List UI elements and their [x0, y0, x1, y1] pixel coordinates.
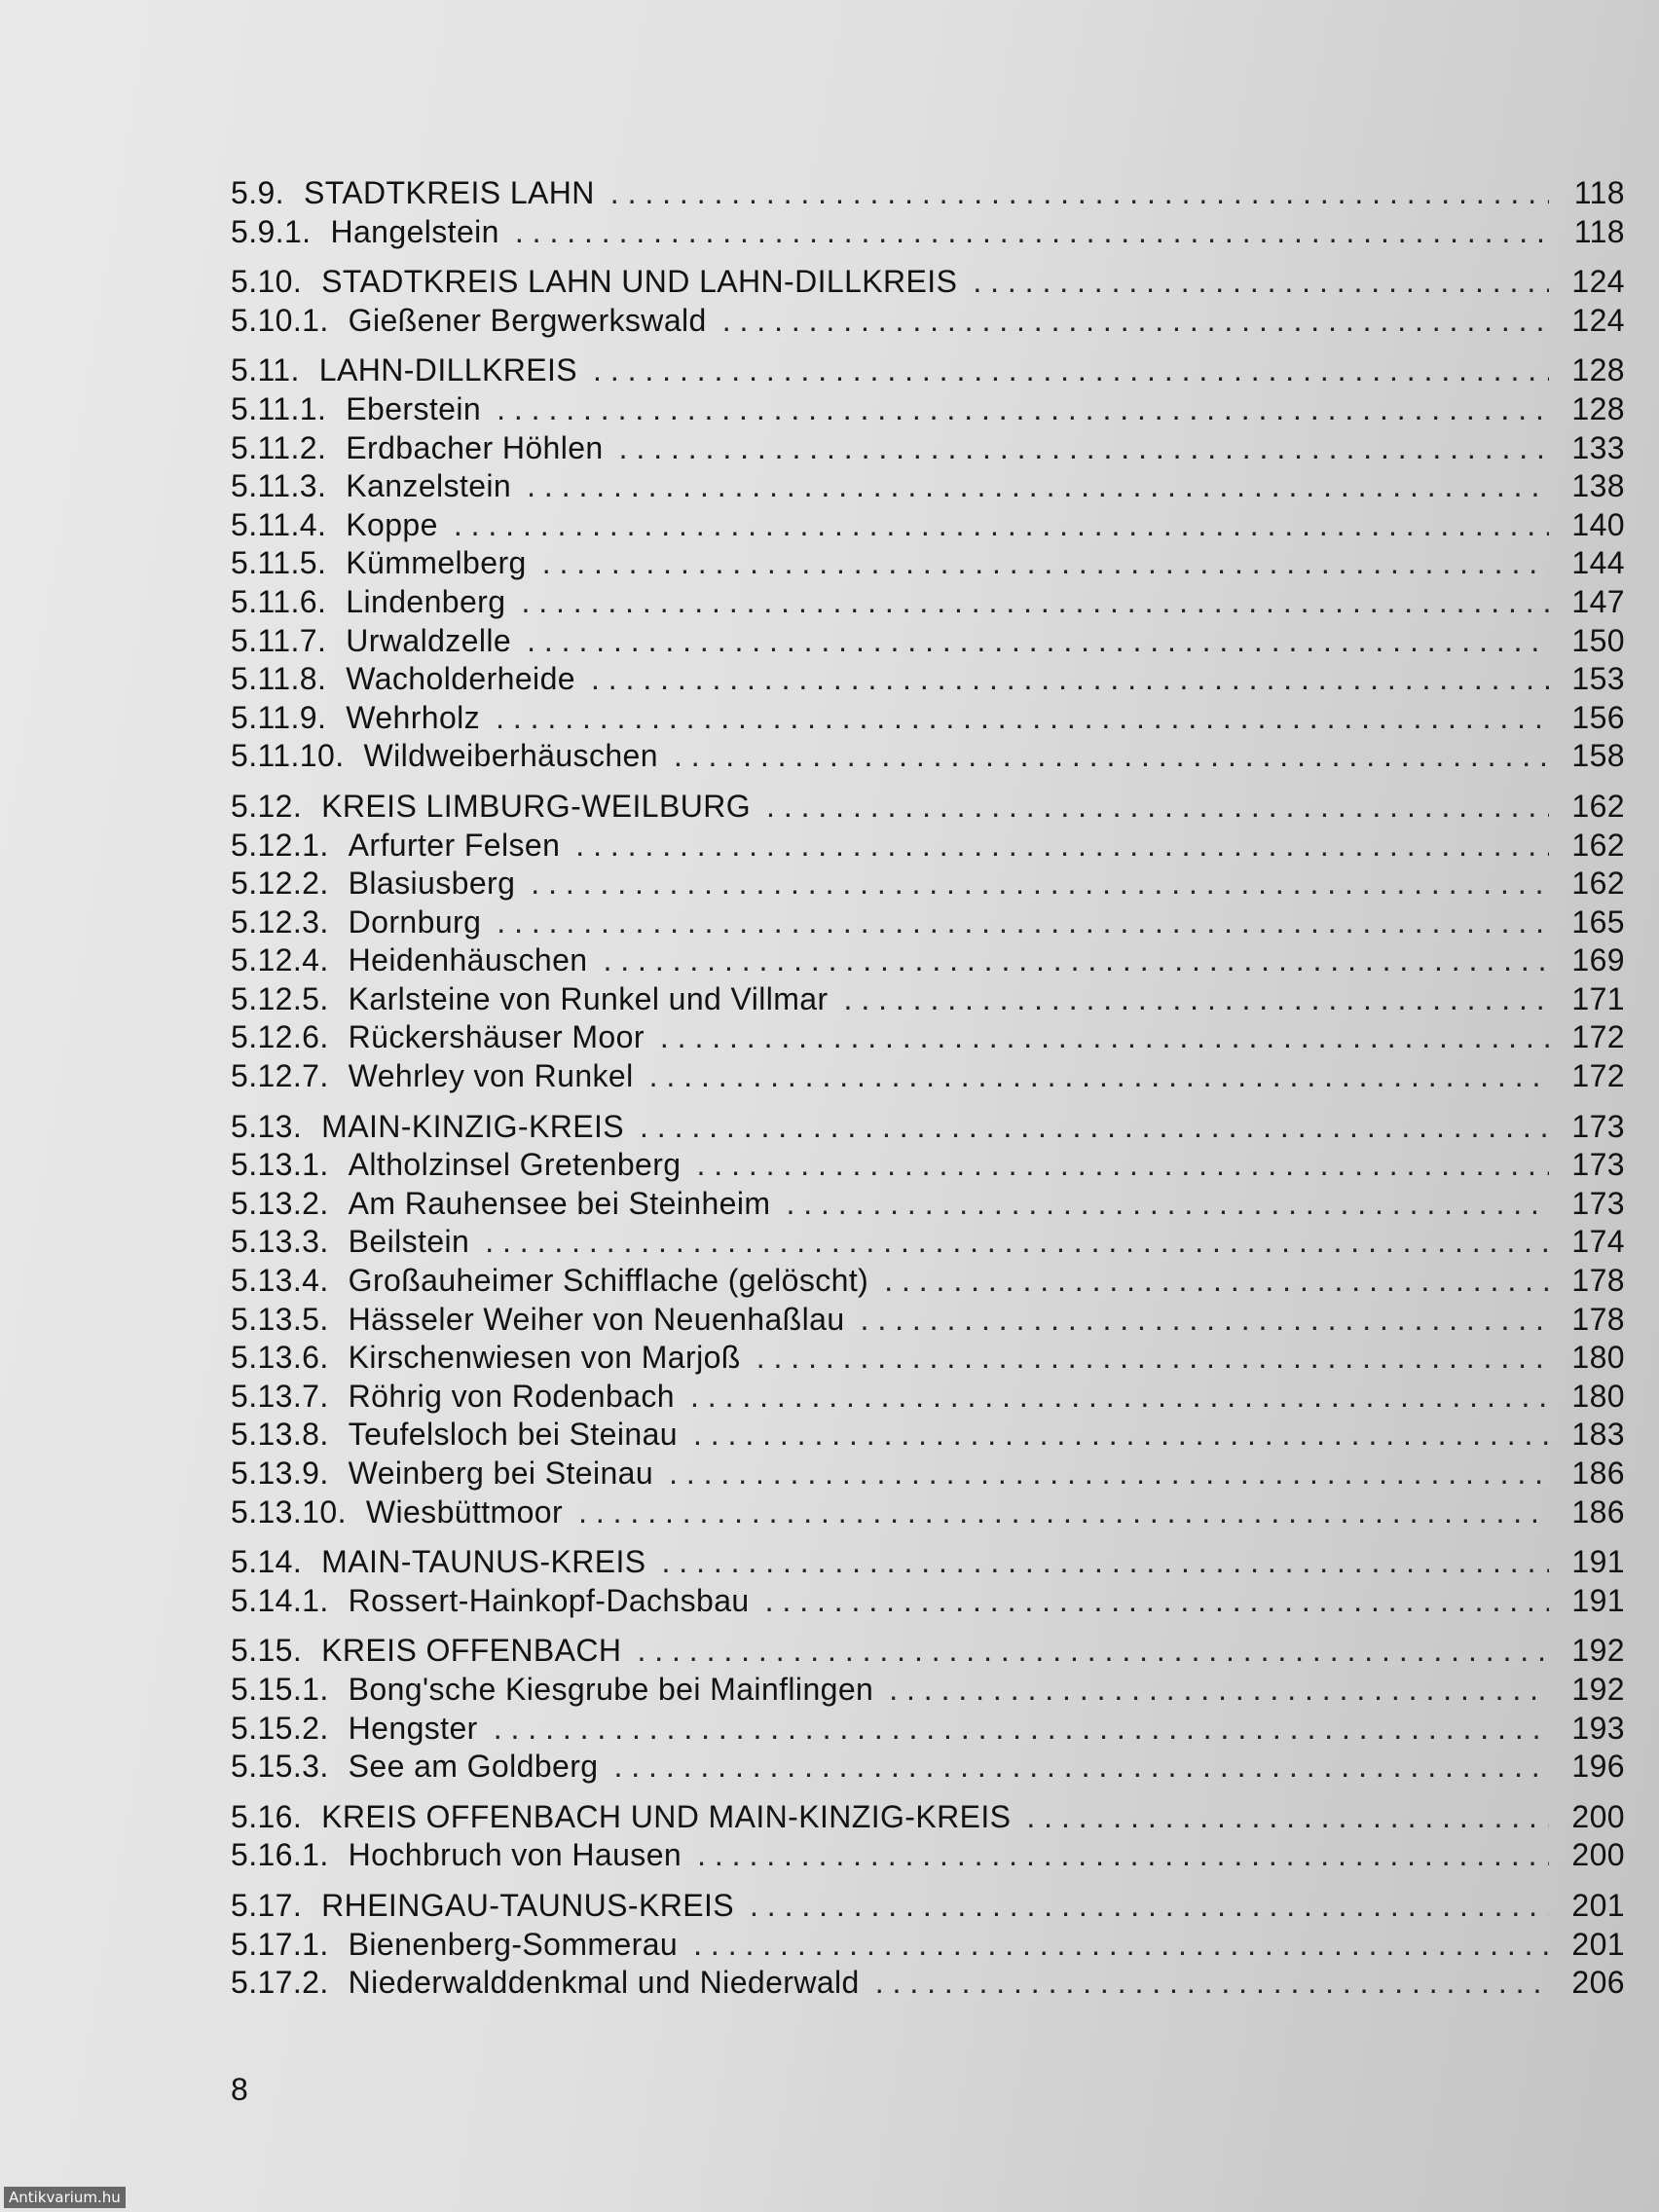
- dot-leader: [613, 1749, 1549, 1785]
- toc-entry-page: 171: [1571, 980, 1625, 1016]
- toc-entry-title: KREIS OFFENBACH UND MAIN-KINZIG-KREIS: [321, 1798, 1012, 1834]
- toc-entry-row: [231, 468, 1625, 507]
- toc-entry-page: 169: [1571, 942, 1625, 978]
- dot-leader: [649, 1058, 1549, 1094]
- toc-entry-page: 162: [1571, 827, 1625, 863]
- toc-entry-number: 5.16.1.: [231, 1837, 329, 1873]
- toc-entry-number: 5.13.1.: [231, 1147, 329, 1183]
- toc-entry-page: 124: [1571, 302, 1625, 338]
- toc-entry-row: [231, 1749, 1625, 1788]
- toc-entry-number: 5.9.: [231, 175, 284, 210]
- toc-entry-number: 5.15.: [231, 1633, 303, 1669]
- toc-entry-row: [231, 545, 1625, 584]
- toc-entry-row: [231, 1302, 1625, 1341]
- toc-entry-number: 5.12.7.: [231, 1058, 329, 1094]
- toc-entry-row: [231, 904, 1625, 943]
- page-number: 8: [231, 2072, 248, 2107]
- toc-section-row: [231, 1544, 1625, 1583]
- toc-entry-title: Bienenberg-Sommerau: [348, 1926, 679, 1962]
- toc-entry-row: [231, 1456, 1625, 1494]
- toc-entry-number: 5.15.1.: [231, 1671, 329, 1707]
- toc-entry-page: 192: [1571, 1633, 1625, 1669]
- toc-entry-title: See am Goldberg: [348, 1749, 599, 1785]
- toc-entry-title: Karlsteine von Runkel und Villmar: [348, 980, 829, 1016]
- dot-leader: [889, 1672, 1549, 1708]
- toc-entry-number: 5.13.9.: [231, 1456, 329, 1491]
- toc-entry-title: Kirschenwiesen von Marjoß: [348, 1340, 741, 1376]
- toc-section-row: [231, 1109, 1625, 1148]
- toc-section-row: [231, 175, 1625, 214]
- toc-entry-title: Erdbacher Höhlen: [346, 429, 604, 465]
- toc-entry-page: 193: [1571, 1710, 1625, 1746]
- toc-entry-row: [231, 866, 1625, 904]
- toc-entry-page: 150: [1571, 622, 1625, 658]
- toc-entry-page: 192: [1571, 1671, 1625, 1707]
- dot-leader: [497, 391, 1549, 427]
- toc-entry-row: [231, 1927, 1625, 1966]
- toc-entry-row: [231, 1224, 1625, 1263]
- toc-entry-title: Teufelsloch bei Steinau: [348, 1417, 678, 1453]
- toc-entry-page: 191: [1571, 1582, 1625, 1618]
- dot-leader: [766, 789, 1549, 825]
- toc-entry-number: 5.13.6.: [231, 1340, 329, 1376]
- toc-entry-row: [231, 661, 1625, 700]
- toc-entry-page: 133: [1571, 429, 1625, 465]
- toc-entry-title: STADTKREIS LAHN UND LAHN-DILLKREIS: [321, 264, 958, 300]
- dot-leader: [693, 1417, 1549, 1453]
- toc-entry-row: [231, 1494, 1625, 1533]
- toc-entry-page: 162: [1571, 788, 1625, 824]
- toc-entry-row: [231, 1965, 1625, 2004]
- toc-entry-row: [231, 1147, 1625, 1186]
- toc-entry-number: 5.10.: [231, 264, 303, 300]
- dot-leader: [1026, 1799, 1549, 1835]
- toc-entry-number: 5.15.3.: [231, 1749, 329, 1785]
- dot-leader: [515, 214, 1549, 250]
- toc-entry-title: Wehrley von Runkel: [348, 1058, 634, 1094]
- dot-leader: [756, 1340, 1549, 1376]
- toc-entry-page: 140: [1571, 506, 1625, 542]
- toc-entry-title: Wehrholz: [346, 699, 481, 735]
- toc-entry-number: 5.13.5.: [231, 1301, 329, 1337]
- dot-leader: [494, 1711, 1549, 1747]
- toc-entry-title: Urwaldzelle: [346, 622, 512, 658]
- dot-leader: [786, 1186, 1549, 1222]
- toc-entry-title: Großauheimer Schifflache (gelöscht): [348, 1263, 869, 1299]
- toc-entry-title: Arfurter Felsen: [348, 827, 561, 863]
- dot-leader: [697, 1837, 1549, 1873]
- toc-entry-title: Wacholderheide: [346, 661, 575, 697]
- toc-entry-page: 156: [1571, 699, 1625, 735]
- toc-entry-number: 5.13.2.: [231, 1185, 329, 1221]
- toc-entry-page: 196: [1571, 1749, 1625, 1785]
- toc-entry-row: [231, 942, 1625, 981]
- toc-section-row: [231, 1888, 1625, 1927]
- toc-entry-title: STADTKREIS LAHN: [303, 175, 595, 210]
- dot-leader: [619, 430, 1549, 466]
- dot-leader: [454, 507, 1549, 543]
- toc-entry-title: Wiesbüttmoor: [365, 1493, 564, 1530]
- dot-leader: [603, 942, 1549, 978]
- toc-entry-title: MAIN-TAUNUS-KREIS: [321, 1544, 646, 1580]
- toc-entry-title: Kanzelstein: [346, 468, 512, 504]
- toc-entry-title: KREIS LIMBURG-WEILBURG: [321, 788, 752, 824]
- toc-entry-number: 5.11.: [231, 352, 300, 388]
- toc-entry-page: 178: [1571, 1301, 1625, 1337]
- toc-entry-row: [231, 623, 1625, 662]
- toc-entry-title: Gießener Bergwerkswald: [348, 302, 707, 338]
- toc-entry-row: [231, 981, 1625, 1020]
- toc-entry-number: 5.12.3.: [231, 903, 329, 940]
- toc-entry-number: 5.9.1.: [231, 213, 312, 249]
- dot-leader: [697, 1147, 1550, 1183]
- toc-entry-row: [231, 584, 1625, 623]
- toc-entry-page: 144: [1571, 545, 1625, 581]
- toc-entry-row: [231, 700, 1625, 739]
- dot-leader: [497, 904, 1549, 940]
- toc-entry-number: 5.13.3.: [231, 1224, 329, 1260]
- toc-entry-page: 158: [1571, 738, 1625, 774]
- watermark: Antikvarium.hu: [4, 2187, 126, 2208]
- toc-entry-number: 5.11.10.: [231, 738, 345, 774]
- toc-entry-page: 173: [1571, 1185, 1625, 1221]
- toc-entry-number: 5.11.6.: [231, 583, 327, 619]
- toc-entry-number: 5.12.6.: [231, 1019, 329, 1055]
- toc-entry-title: Heidenhäuschen: [348, 942, 588, 978]
- toc-entry-page: 172: [1571, 1058, 1625, 1094]
- dot-leader: [844, 981, 1549, 1017]
- dot-leader: [875, 1965, 1549, 2001]
- dot-leader: [884, 1263, 1549, 1299]
- dot-leader: [593, 352, 1549, 388]
- toc-entry-number: 5.13.8.: [231, 1417, 329, 1453]
- toc-entry-number: 5.13.10.: [231, 1493, 347, 1530]
- toc-entry-page: 201: [1571, 1926, 1625, 1962]
- toc-entry-page: 178: [1571, 1263, 1625, 1299]
- dot-leader: [610, 175, 1549, 211]
- toc-entry-number: 5.14.: [231, 1544, 303, 1580]
- toc-entry-page: 180: [1571, 1340, 1625, 1376]
- toc-entry-title: LAHN-DILLKREIS: [318, 352, 578, 388]
- dot-leader: [765, 1583, 1549, 1619]
- toc-entry-number: 5.11.7.: [231, 622, 327, 658]
- toc-entry-number: 5.14.1.: [231, 1582, 329, 1618]
- toc-entry-page: 186: [1571, 1493, 1625, 1530]
- toc-entry-page: 138: [1571, 468, 1625, 504]
- toc-entry-title: KREIS OFFENBACH: [321, 1633, 622, 1669]
- dot-leader: [496, 700, 1549, 736]
- toc-entry-page: 173: [1571, 1108, 1625, 1144]
- toc-entry-title: Beilstein: [348, 1224, 470, 1260]
- dot-leader: [640, 1109, 1549, 1145]
- dot-leader: [662, 1544, 1549, 1580]
- toc-entry-page: 200: [1571, 1798, 1625, 1834]
- dot-leader: [660, 1019, 1549, 1055]
- toc-entry-number: 5.16.: [231, 1798, 303, 1834]
- toc-entry-row: [231, 507, 1625, 546]
- toc-entry-title: Kümmelberg: [346, 545, 527, 581]
- toc-section-row: [231, 789, 1625, 828]
- toc-entry-page: 118: [1573, 175, 1625, 210]
- toc-entry-page: 147: [1571, 583, 1625, 619]
- toc-entry-number: 5.11.5.: [231, 545, 327, 581]
- toc-entry-row: [231, 1672, 1625, 1711]
- toc-entry-number: 5.13.: [231, 1108, 303, 1144]
- toc-entry-row: [231, 1340, 1625, 1379]
- toc-entry-page: 153: [1571, 661, 1625, 697]
- toc-entry-row: [231, 430, 1625, 469]
- toc-entry-row: [231, 1019, 1625, 1058]
- toc-entry-number: 5.11.3.: [231, 468, 327, 504]
- toc-entry-page: 173: [1571, 1147, 1625, 1183]
- dot-leader: [674, 738, 1549, 774]
- dot-leader: [578, 1494, 1549, 1530]
- dot-leader: [693, 1927, 1549, 1963]
- toc-entry-number: 5.11.4.: [231, 506, 327, 542]
- toc-entry-page: 162: [1571, 866, 1625, 902]
- toc-entry-row: [231, 1058, 1625, 1097]
- toc-entry-title: MAIN-KINZIG-KREIS: [321, 1108, 624, 1144]
- toc-entry-row: [231, 1186, 1625, 1225]
- toc-entry-page: 186: [1571, 1456, 1625, 1491]
- toc-entry-title: Lindenberg: [346, 583, 506, 619]
- toc-entry-title: Niederwalddenkmal und Niederwald: [348, 1965, 860, 2001]
- toc-entry-title: Rückershäuser Moor: [348, 1019, 645, 1055]
- toc-section-row: [231, 1799, 1625, 1838]
- toc-entry-title: Koppe: [346, 506, 438, 542]
- toc-entry-title: Eberstein: [346, 390, 482, 426]
- toc-entry-page: 174: [1571, 1224, 1625, 1260]
- toc-entry-page: 200: [1571, 1837, 1625, 1873]
- dot-leader: [973, 264, 1549, 300]
- dot-leader: [690, 1379, 1549, 1415]
- dot-leader: [861, 1302, 1549, 1338]
- toc-entry-number: 5.13.4.: [231, 1263, 329, 1299]
- toc-entry-page: 172: [1571, 1019, 1625, 1055]
- dot-leader: [542, 545, 1549, 581]
- toc-entry-page: 183: [1571, 1417, 1625, 1453]
- toc-entry-page: 128: [1571, 390, 1625, 426]
- toc-entry-row: [231, 1379, 1625, 1418]
- toc-entry-page: 124: [1571, 264, 1625, 300]
- toc-entry-number: 5.12.: [231, 788, 303, 824]
- toc-entry-row: [231, 1837, 1625, 1876]
- toc-entry-number: 5.17.1.: [231, 1926, 329, 1962]
- toc-entry-title: Röhrig von Rodenbach: [348, 1378, 675, 1414]
- dot-leader: [591, 661, 1549, 697]
- toc-entry-row: [231, 1417, 1625, 1456]
- toc-entry-row: [231, 303, 1625, 342]
- dot-leader: [527, 468, 1549, 504]
- toc-entry-page: 201: [1571, 1887, 1625, 1923]
- toc-entry-row: [231, 738, 1625, 777]
- dot-leader: [669, 1456, 1549, 1492]
- toc-entry-title: Hengster: [348, 1710, 478, 1746]
- toc-entry-title: Weinberg bei Steinau: [348, 1456, 654, 1491]
- toc-entry-row: [231, 828, 1625, 866]
- toc-entry-row: [231, 1583, 1625, 1622]
- toc-entry-title: Dornburg: [348, 903, 482, 940]
- dot-leader: [521, 584, 1549, 620]
- toc-entry-number: 5.11.8.: [231, 661, 327, 697]
- table-of-contents: [231, 175, 1625, 2004]
- toc-entry-title: Am Rauhensee bei Steinheim: [348, 1185, 771, 1221]
- toc-entry-number: 5.17.2.: [231, 1965, 329, 2001]
- toc-entry-title: Hochbruch von Hausen: [348, 1837, 682, 1873]
- dot-leader: [722, 303, 1549, 339]
- toc-entry-page: 180: [1571, 1378, 1625, 1414]
- dot-leader: [531, 866, 1549, 902]
- toc-entry-number: 5.12.4.: [231, 942, 329, 978]
- toc-entry-title: Bong'sche Kiesgrube bei Mainflingen: [348, 1671, 874, 1707]
- toc-entry-number: 5.11.9.: [231, 699, 327, 735]
- toc-entry-title: Wildweiberhäuschen: [363, 738, 658, 774]
- dot-leader: [637, 1633, 1549, 1669]
- toc-entry-row: [231, 214, 1625, 253]
- toc-entry-page: 165: [1571, 903, 1625, 940]
- toc-entry-title: Altholzinsel Gretenberg: [348, 1147, 682, 1183]
- toc-entry-row: [231, 1263, 1625, 1302]
- toc-entry-number: 5.13.7.: [231, 1378, 329, 1414]
- toc-entry-page: 206: [1571, 1965, 1625, 2001]
- toc-entry-title: Blasiusberg: [348, 866, 516, 902]
- toc-section-row: [231, 1633, 1625, 1672]
- dot-leader: [485, 1224, 1549, 1260]
- toc-entry-number: 5.10.1.: [231, 302, 329, 338]
- toc-section-row: [231, 264, 1625, 303]
- toc-entry-number: 5.15.2.: [231, 1710, 329, 1746]
- toc-entry-row: [231, 1711, 1625, 1750]
- toc-entry-page: 191: [1571, 1544, 1625, 1580]
- toc-entry-page: 128: [1571, 352, 1625, 388]
- toc-section-row: [231, 352, 1625, 391]
- toc-entry-title: RHEINGAU-TAUNUS-KREIS: [321, 1887, 735, 1923]
- toc-entry-title: Rossert-Hainkopf-Dachsbau: [348, 1582, 750, 1618]
- dot-leader: [575, 828, 1549, 864]
- toc-entry-number: 5.12.5.: [231, 980, 329, 1016]
- toc-entry-page: 118: [1573, 213, 1625, 249]
- toc-entry-row: [231, 391, 1625, 430]
- toc-entry-number: 5.12.2.: [231, 866, 329, 902]
- toc-entry-number: 5.11.1.: [231, 390, 327, 426]
- dot-leader: [750, 1888, 1549, 1924]
- toc-entry-title: Hässeler Weiher von Neuenhaßlau: [348, 1301, 845, 1337]
- toc-entry-number: 5.12.1.: [231, 827, 329, 863]
- toc-entry-number: 5.17.: [231, 1887, 303, 1923]
- dot-leader: [527, 623, 1549, 659]
- toc-entry-title: Hangelstein: [330, 213, 499, 249]
- toc-entry-number: 5.11.2.: [231, 429, 327, 465]
